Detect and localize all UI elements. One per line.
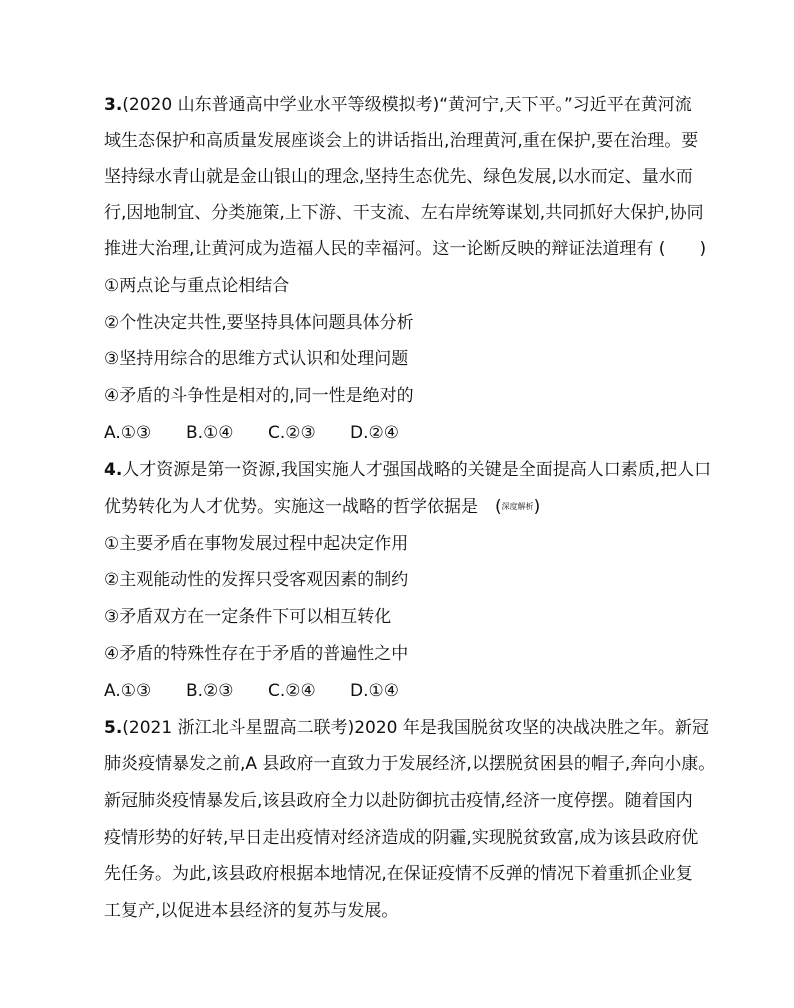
- q3-choice-b[interactable]: B.①④: [186, 423, 234, 443]
- q3-option-2: ②个性决定共性,要坚持具体问题具体分析: [104, 313, 414, 333]
- q3-choice-a[interactable]: A.①③: [104, 423, 152, 443]
- q4-option-1: ①主要矛盾在事物发展过程中起决定作用: [104, 534, 409, 554]
- q4-choice-b[interactable]: B.②③: [186, 681, 234, 701]
- q4-option-4: ④矛盾的特殊性存在于矛盾的普遍性之中: [104, 644, 409, 664]
- q4-tag: 深度解析: [501, 502, 534, 511]
- q4-number: 4.: [104, 460, 123, 480]
- q3-line-2: 域生态保护和高质量发展座谈会上的讲话指出,治理黄河,重在保护,要在治理。要: [104, 131, 699, 151]
- q3-choice-c[interactable]: C.②③: [268, 423, 316, 443]
- q3-option-4: ④矛盾的斗争性是相对的,同一性是绝对的: [104, 386, 414, 406]
- q4-option-2: ②主观能动性的发挥只受客观因素的制约: [104, 570, 409, 590]
- q3-line-5: 推进大治理,让黄河成为造福人民的幸福河。这一论断反映的辩证法道理有 ( ): [104, 239, 707, 259]
- q5-line-3: 新冠肺炎疫情暴发后,该县政府全力以赴防御抗击疫情,经济一度停摆。随着国内: [104, 791, 693, 811]
- q3-option-1: ①两点论与重点论相结合: [104, 276, 290, 296]
- q5-line-2: 肺炎疫情暴发之前,A 县政府一直致力于发展经济,以摆脱贫困县的帽子,奔向小康。: [104, 754, 716, 774]
- q3-option-3: ③坚持用综合的思维方式认识和处理问题: [104, 349, 409, 369]
- q3-line-4: 行,因地制宜、分类施策,上下游、干支流、左右岸统筹谋划,共同抓好大保护,协同: [104, 203, 704, 223]
- q3-number: 3.: [104, 95, 123, 115]
- q3-choice-d[interactable]: D.②④: [350, 423, 399, 443]
- q5-number: 5.: [104, 718, 123, 738]
- q5-line-5: 先任务。为此,该县政府根据本地情况,在保证疫情不反弹的情况下着重抓企业复: [104, 864, 693, 884]
- q4-choices: [104, 679, 399, 703]
- q4-line-2: 优势转化为人才优势。实施这一战略的哲学依据是 (深度解析): [104, 497, 541, 517]
- q4-choice-a[interactable]: A.①③: [104, 681, 152, 701]
- q5-line-1: 5.(2021 浙江北斗星盟高二联考)2020 年是我国脱贫攻坚的决战决胜之年。新冠: [104, 718, 709, 738]
- q4-choice-d[interactable]: D.①④: [350, 681, 399, 701]
- q5-line-4: 疫情形势的好转,早日走出疫情对经济造成的阴霾,实现脱贫致富,成为该县政府优: [104, 828, 699, 848]
- q4-choice-c[interactable]: C.②④: [268, 681, 316, 701]
- q3-line-3: 坚持绿水青山就是金山银山的理念,坚持生态优先、绿色发展,以水而定、量水而: [104, 167, 693, 187]
- q4-line-1: 4.人才资源是第一资源,我国实施人才强国战略的关键是全面提高人口素质,把人口: [104, 460, 712, 480]
- q3-line-1: 3.(2020 山东普通高中学业水平等级模拟考)“黄河宁,天下平。”习近平在黄河流: [104, 95, 692, 115]
- q5-line-6: 工复产,以促进本县经济的复苏与发展。: [104, 901, 399, 921]
- q4-option-3: ③矛盾双方在一定条件下可以相互转化: [104, 607, 392, 627]
- q3-choices: [104, 421, 399, 445]
